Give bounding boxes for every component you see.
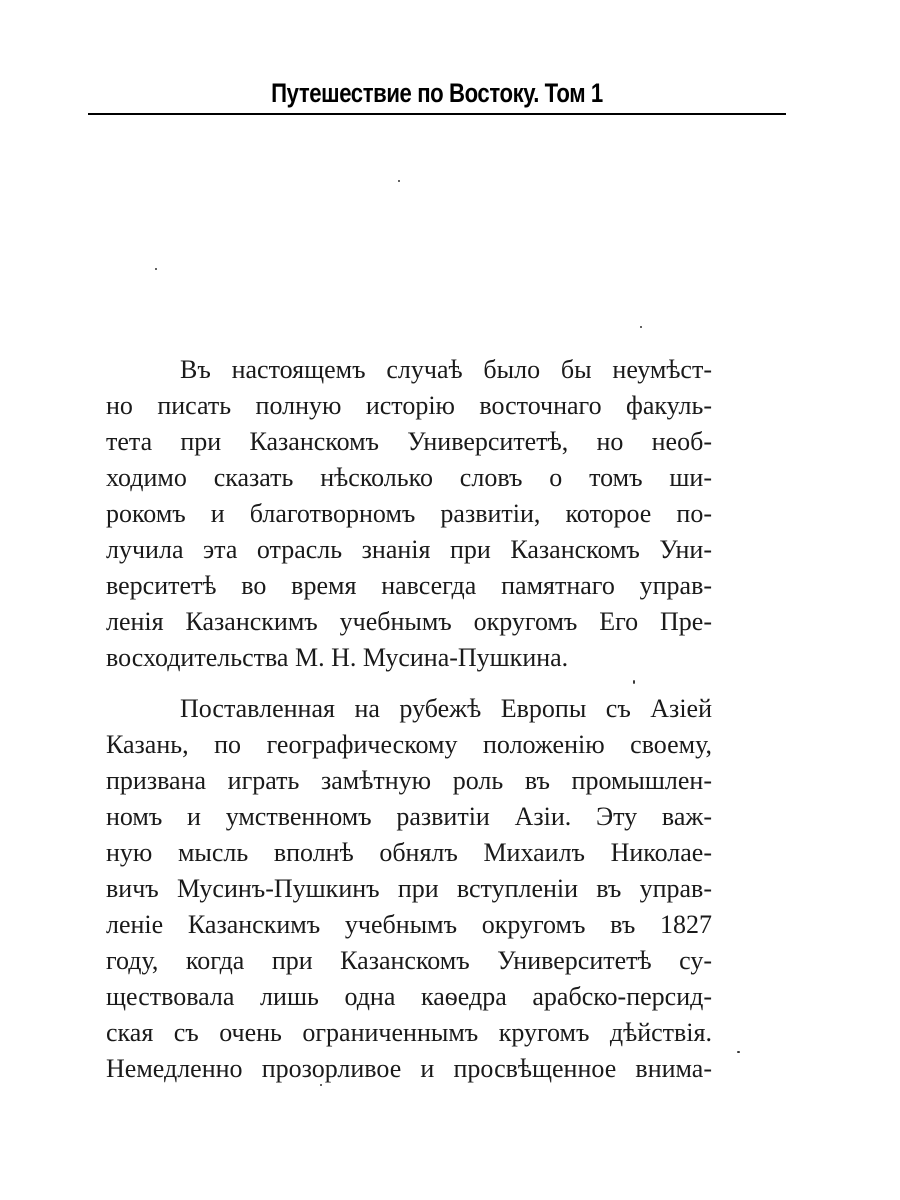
text-line: году, когда при Казанскомъ Университетѣ су-	[106, 946, 712, 975]
text-line: Казань, по географическому положенію своему,	[106, 730, 712, 759]
text-line: ская съ очень ограниченнымъ кругомъ дѣйствія.	[106, 1018, 712, 1047]
text-line: тета при Казанскомъ Университетѣ, но необ-	[106, 427, 712, 456]
text-line: вичъ Мусинъ-Пушкинъ при вступленіи въ управ-	[106, 874, 712, 903]
scan-speck	[640, 326, 642, 328]
text-line: Въ настоящемъ случаѣ было бы неумѣст-	[180, 355, 712, 384]
header-rule	[88, 113, 786, 115]
text-line: ходимо сказать нѣсколько словъ о томъ ши-	[106, 463, 712, 492]
scan-speck	[320, 1084, 322, 1086]
page-header-title: Путешествие по Востоку. Том 1	[271, 78, 603, 108]
text-line: но писать полную исторію восточнаго факуль-	[106, 391, 712, 420]
scan-speck	[737, 1051, 740, 1053]
scan-speck	[633, 680, 635, 684]
text-line: номъ и умственномъ развитіи Азіи. Эту важ-	[106, 802, 712, 831]
scan-speck	[155, 268, 157, 270]
text-line: призвана играть замѣтную роль въ промышлен-	[106, 766, 712, 795]
text-line: Поставленная на рубежѣ Европы съ Азіей	[180, 694, 712, 723]
scan-speck	[398, 180, 400, 182]
text-line: леніе Казанскимъ учебнымъ округомъ въ 1827	[106, 910, 712, 939]
text-line: ную мысль вполнѣ обнялъ Михаилъ Николае-	[106, 838, 712, 867]
text-line: верситетѣ во время навсегда памятнаго управ-	[106, 571, 712, 600]
text-line: восходительства М. Н. Мусина-Пушкина.	[106, 643, 569, 672]
paragraph-2	[106, 691, 712, 1087]
text-line: ленія Казанскимъ учебнымъ округомъ Его Пре-	[106, 607, 712, 636]
text-line: рокомъ и благотворномъ развитіи, которое по-	[106, 499, 712, 528]
text-line: Немедленно прозорливое и просвѣщенное внима-	[106, 1054, 712, 1083]
paragraph-1	[106, 352, 712, 676]
text-line: ществовала лишь одна каѳедра арабско-персид-	[106, 982, 712, 1011]
text-line: лучила эта отрасль знанія при Казанскомъ Уни-	[106, 535, 712, 564]
